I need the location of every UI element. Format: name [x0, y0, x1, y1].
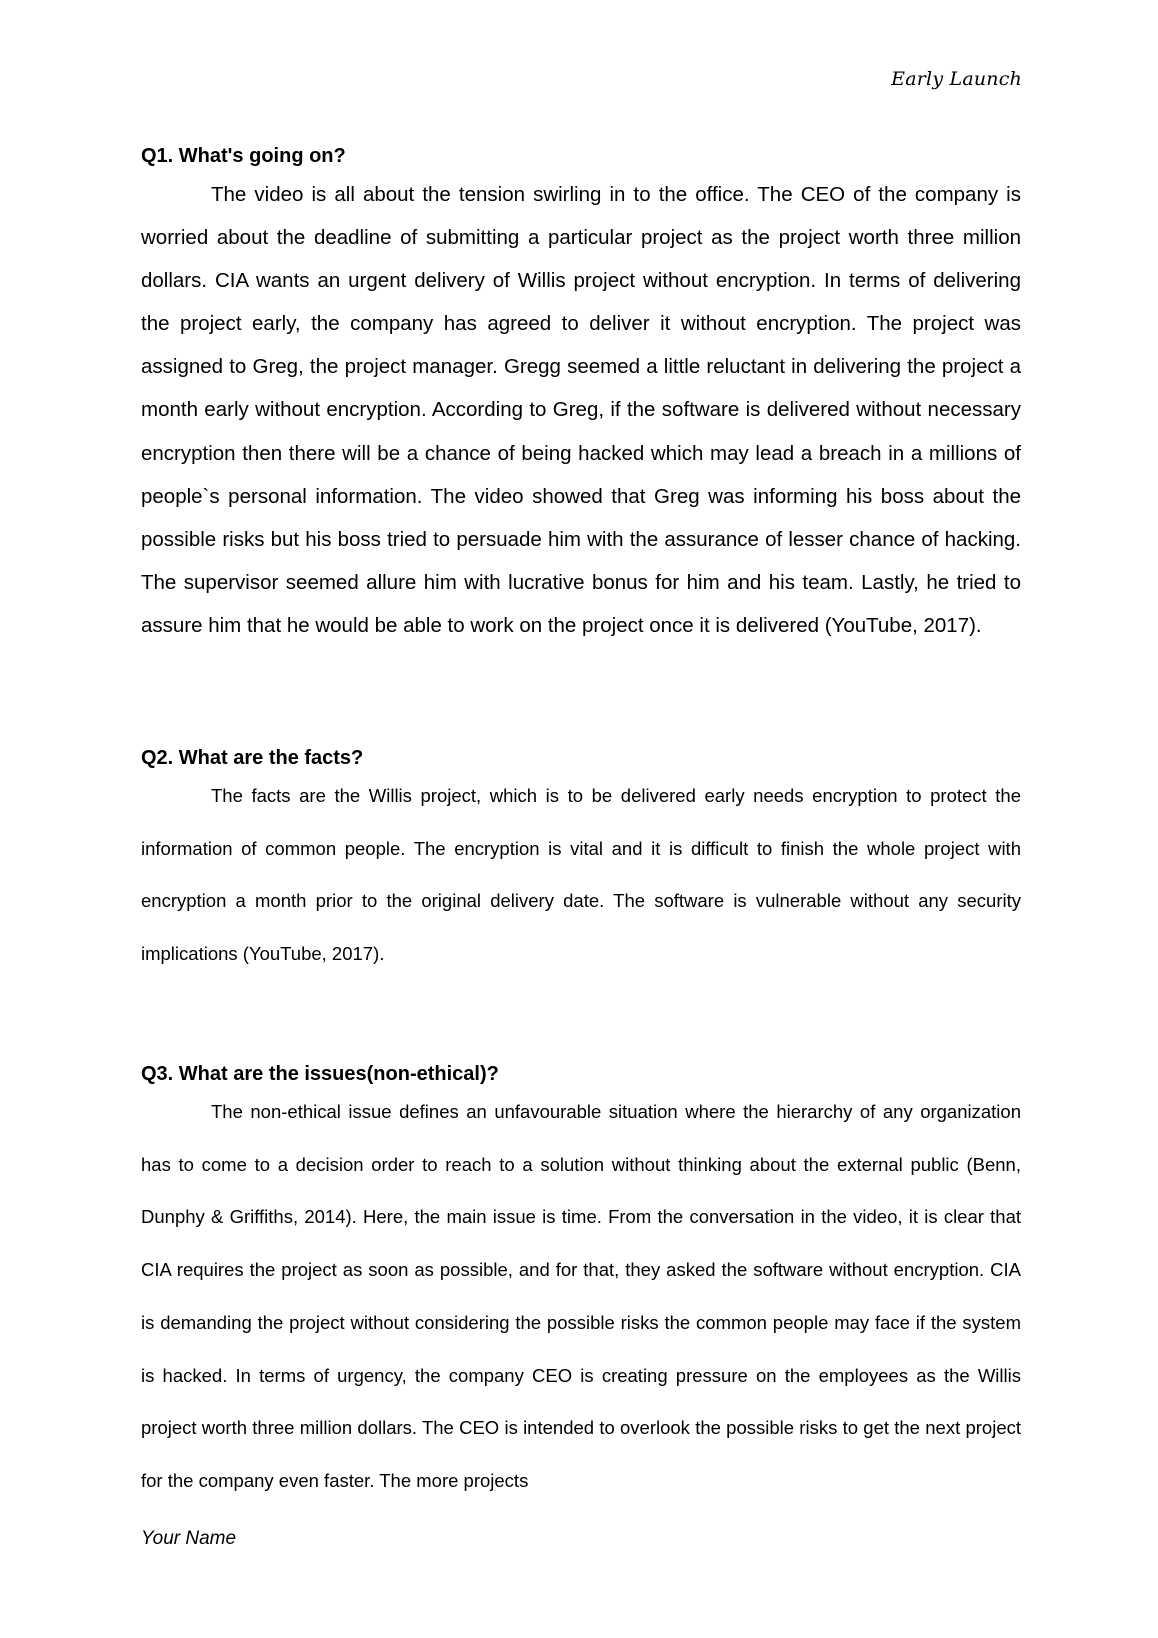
running-footer: Your Name — [141, 1528, 237, 1549]
section-q2 — [141, 746, 1021, 980]
section-paragraph: The non-ethical issue defines an unfavourable situation where the hierarchy of any organization has to come to a decision order to reach to a solution without thinking about the external public (Benn, Dunphy & Griffiths, 2014). Here, the main issue is time. From the conversation in the video, it is clear that CIA requires the project as soon as possible, and for that, they asked the software without encryption. CIA is demanding the project without considering the possible risks the common people may face if the system is hacked. In terms of urgency, the company CEO is creating pressure on the employees as the Willis project worth three million dollars. The CEO is intended to overlook the possible risks to get the next project for the company even faster. The more projects — [141, 1101, 1021, 1491]
section-heading: Q3. What are the issues(non-ethical)? — [141, 1063, 499, 1085]
section-q1 — [141, 144, 1021, 647]
section-heading: Q2. What are the facts? — [141, 747, 364, 769]
running-header: Early Launch — [891, 68, 1022, 90]
section-heading: Q1. What's going on? — [141, 145, 346, 167]
section-paragraph: The facts are the Willis project, which is to be delivered early needs encryption to protect the information of common people. The encryption is vital and it is difficult to finish the whole project with encryption a month prior to the original delivery date. The software is vulnerable without any security implications (YouTube, 2017). — [141, 785, 1021, 964]
section-q3 — [141, 1062, 1021, 1508]
section-paragraph: The video is all about the tension swirling in to the office. The CEO of the company is worried about the deadline of submitting a particular project as the project worth three million dollars. CIA wants an urgent delivery of Willis project without encryption. In terms of delivering the project early, the company has agreed to deliver it without encryption. The project was assigned to Greg, the project manager. Gregg seemed a little reluctant in delivering the project a month early without encryption. According to Greg, if the software is delivered without necessary encryption then there will be a chance of being hacked which may lead a breach in a millions of people`s personal information. The video showed that Greg was informing his boss about the possible risks but his boss tried to persuade him with the assurance of lesser chance of hacking. The supervisor seemed allure him with lucrative bonus for him and his team. Lastly, he tried to assure him that he would be able to work on the project once it is delivered (YouTube, 2017). — [141, 183, 1021, 637]
